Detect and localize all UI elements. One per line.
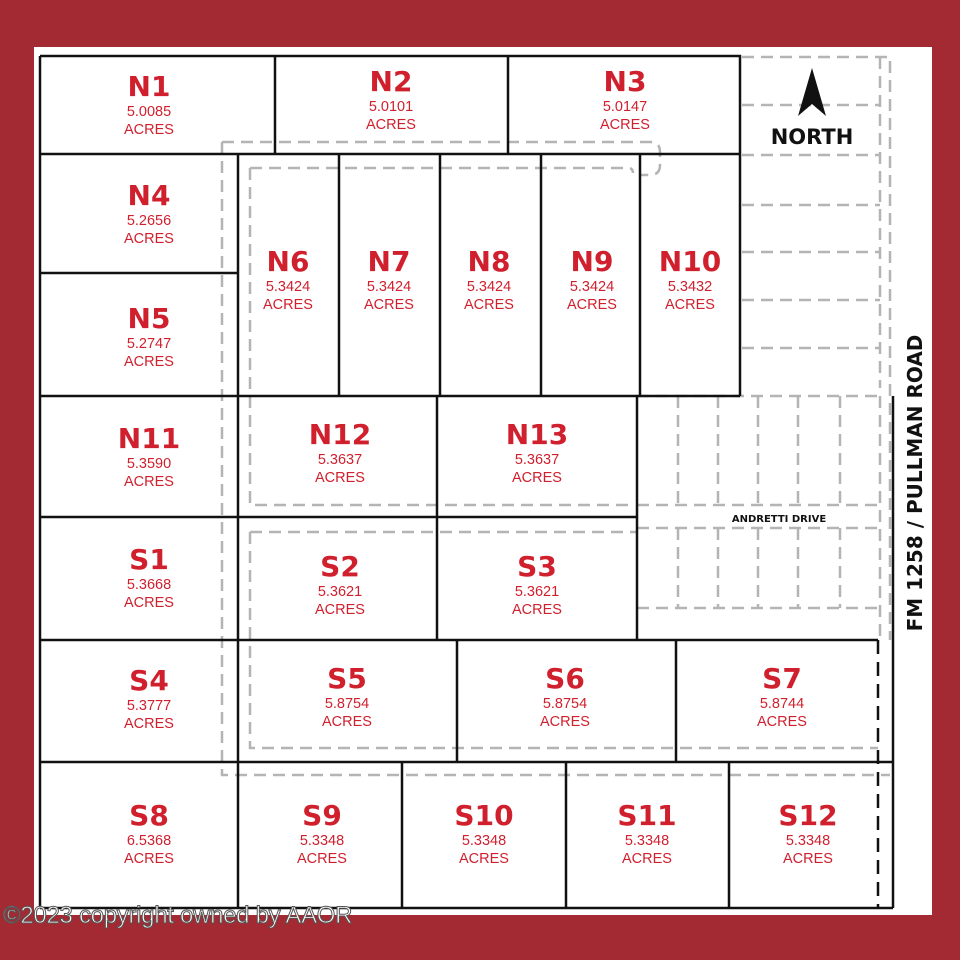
lot-unit: ACRES xyxy=(757,714,807,730)
lot-name: S4 xyxy=(129,664,169,697)
lot-acreage: 5.3424 xyxy=(265,279,311,295)
lot-n4 xyxy=(124,179,174,247)
lot-name: N12 xyxy=(308,418,372,451)
lot-acreage: 5.3348 xyxy=(299,833,345,849)
lot-acreage: 5.0085 xyxy=(126,104,172,120)
lot-n3 xyxy=(600,65,650,133)
lot-unit: ACRES xyxy=(315,602,365,618)
lot-unit: ACRES xyxy=(124,595,174,611)
lot-unit: ACRES xyxy=(124,851,174,867)
lot-name: S3 xyxy=(517,550,557,583)
lot-acreage: 5.3432 xyxy=(667,279,713,295)
lot-acreage: 5.3621 xyxy=(317,584,363,600)
street-label: ANDRETTI DRIVE xyxy=(731,514,827,525)
lot-unit: ACRES xyxy=(124,474,174,490)
lot-acreage: 5.2656 xyxy=(126,213,172,229)
lot-name: N3 xyxy=(603,65,647,98)
lot-n10 xyxy=(659,245,721,313)
lot-name: N2 xyxy=(369,65,413,98)
lot-unit: ACRES xyxy=(464,297,514,313)
north-label: NORTH xyxy=(770,125,854,149)
lot-n5 xyxy=(124,302,174,370)
copyright-text: ©2023 copyright owned by AAOR xyxy=(3,902,353,929)
lot-acreage: 5.3668 xyxy=(126,577,172,593)
lot-name: S7 xyxy=(762,662,802,695)
lot-n13 xyxy=(506,418,568,486)
north-arrow-icon xyxy=(798,68,826,116)
lot-acreage: 5.3424 xyxy=(569,279,615,295)
lot-s10 xyxy=(454,799,513,867)
lot-acreage: 5.0101 xyxy=(368,99,414,115)
lot-unit: ACRES xyxy=(600,117,650,133)
lot-n12 xyxy=(309,418,371,486)
lot-s11 xyxy=(617,799,676,867)
lot-n8 xyxy=(464,245,514,313)
lot-name: N4 xyxy=(127,179,171,212)
lot-unit: ACRES xyxy=(512,602,562,618)
lot-acreage: 5.3637 xyxy=(317,452,363,468)
lot-labels xyxy=(118,65,838,867)
lot-acreage: 5.3348 xyxy=(785,833,831,849)
lot-name: N11 xyxy=(117,422,181,455)
lot-unit: ACRES xyxy=(366,117,416,133)
lot-name: S8 xyxy=(129,799,169,832)
lot-s3 xyxy=(512,550,562,618)
lot-unit: ACRES xyxy=(567,297,617,313)
lot-unit: ACRES xyxy=(783,851,833,867)
lot-s4 xyxy=(124,664,174,732)
lot-s12 xyxy=(778,799,837,867)
lot-unit: ACRES xyxy=(124,231,174,247)
lot-name: S2 xyxy=(320,550,360,583)
lot-name: N7 xyxy=(367,245,411,278)
lot-acreage: 5.3590 xyxy=(126,456,172,472)
lot-acreage: 5.8744 xyxy=(759,696,805,712)
lot-s8 xyxy=(124,799,174,867)
lot-n2 xyxy=(366,65,416,133)
lot-name: N10 xyxy=(658,245,722,278)
lot-unit: ACRES xyxy=(459,851,509,867)
lot-name: S5 xyxy=(327,662,367,695)
lot-s9 xyxy=(297,799,347,867)
lot-unit: ACRES xyxy=(124,716,174,732)
lot-name: S10 xyxy=(454,799,514,832)
lot-acreage: 5.2747 xyxy=(126,336,172,352)
lot-unit: ACRES xyxy=(315,470,365,486)
lot-name: S1 xyxy=(129,543,169,576)
road-label: FM 1258 / PULLMAN ROAD xyxy=(903,334,927,632)
lot-acreage: 5.3424 xyxy=(366,279,412,295)
lot-name: N1 xyxy=(127,70,171,103)
lot-s6 xyxy=(540,662,590,730)
lot-unit: ACRES xyxy=(512,470,562,486)
lot-n9 xyxy=(567,245,617,313)
lot-acreage: 5.3348 xyxy=(624,833,670,849)
lot-acreage: 5.8754 xyxy=(324,696,370,712)
lot-unit: ACRES xyxy=(322,714,372,730)
lot-name: N8 xyxy=(467,245,511,278)
lot-unit: ACRES xyxy=(124,122,174,138)
lot-unit: ACRES xyxy=(124,354,174,370)
lot-acreage: 5.3777 xyxy=(126,698,172,714)
lot-unit: ACRES xyxy=(622,851,672,867)
lot-s2 xyxy=(315,550,365,618)
lot-name: N13 xyxy=(505,418,569,451)
lot-unit: ACRES xyxy=(665,297,715,313)
lot-acreage: 5.8754 xyxy=(542,696,588,712)
lot-name: N5 xyxy=(127,302,171,335)
lot-unit: ACRES xyxy=(540,714,590,730)
lot-n6 xyxy=(263,245,313,313)
lot-name: S12 xyxy=(778,799,838,832)
lot-s1 xyxy=(124,543,174,611)
lot-n1 xyxy=(124,70,174,138)
lot-n7 xyxy=(364,245,414,313)
lot-unit: ACRES xyxy=(364,297,414,313)
lot-acreage: 5.0147 xyxy=(602,99,648,115)
lot-name: N6 xyxy=(266,245,310,278)
lot-acreage: 5.3637 xyxy=(514,452,560,468)
north-arrow xyxy=(771,68,854,149)
lot-n11 xyxy=(118,422,180,490)
lot-unit: ACRES xyxy=(297,851,347,867)
lot-s7 xyxy=(757,662,807,730)
lot-name: S6 xyxy=(545,662,585,695)
lot-acreage: 6.5368 xyxy=(126,833,172,849)
lot-name: N9 xyxy=(570,245,614,278)
lot-acreage: 5.3348 xyxy=(461,833,507,849)
lot-s5 xyxy=(322,662,372,730)
lot-acreage: 5.3424 xyxy=(466,279,512,295)
lot-unit: ACRES xyxy=(263,297,313,313)
lot-name: S9 xyxy=(302,799,342,832)
lot-acreage: 5.3621 xyxy=(514,584,560,600)
lot-name: S11 xyxy=(617,799,677,832)
